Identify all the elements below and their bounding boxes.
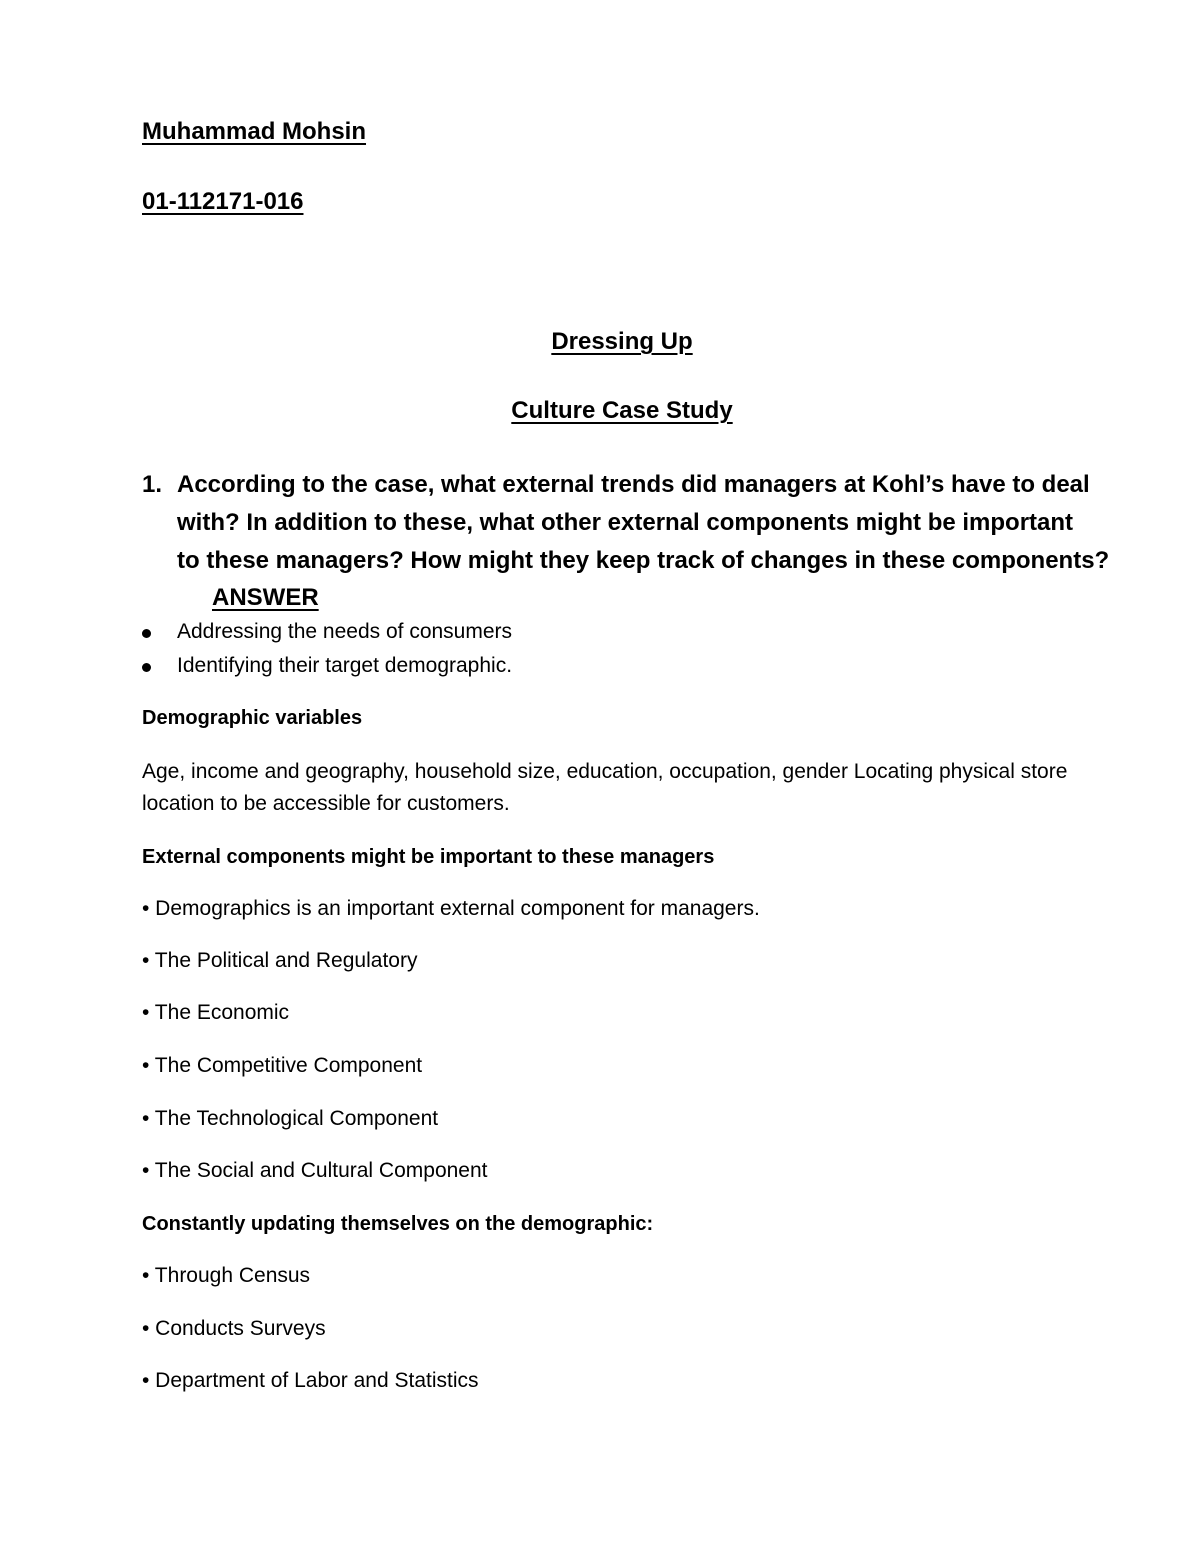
document-title: Dressing Up (551, 328, 693, 355)
external-list-item: • The Political and Regulatory (142, 949, 418, 972)
question-line: to these managers? How might they keep track of changes in these components? (177, 547, 1110, 574)
answer-bullet-text: Addressing the needs of consumers (177, 620, 513, 643)
external-list-item: • The Competitive Component (142, 1054, 423, 1077)
external-heading: External components might be important to these managers (142, 846, 715, 868)
question-number: 1. (142, 471, 163, 498)
updating-list-item: • Department of Labor and Statistics (142, 1369, 479, 1392)
external-list-item: • The Technological Component (142, 1107, 439, 1130)
external-list-item: • Demographics is an important external component for managers. (142, 897, 760, 920)
author-name: Muhammad Mohsin (142, 118, 367, 145)
external-list-item: • The Social and Cultural Component (142, 1159, 488, 1182)
demographic-heading: Demographic variables (142, 707, 363, 729)
question-line: According to the case, what external trends did managers at Kohl’s have to deal (177, 471, 1090, 498)
answer-label: ANSWER (212, 584, 319, 611)
bullet-icon (142, 663, 151, 672)
updating-heading: Constantly updating themselves on the demographic: (142, 1213, 654, 1235)
question-line: with? In addition to these, what other external components might be important (177, 509, 1074, 536)
demographic-paragraph: Age, income and geography, household size, education, occupation, gender Locating physical store location to be accessible for customers. (142, 760, 1068, 815)
external-list-item: • The Economic (142, 1001, 290, 1024)
answer-bullet-text: Identifying their target demographic. (177, 654, 513, 677)
question-text (177, 466, 1137, 580)
updating-list-item: • Through Census (142, 1264, 311, 1287)
document-subtitle: Culture Case Study (511, 397, 733, 424)
updating-list-item: • Conducts Surveys (142, 1317, 326, 1340)
bullet-icon (142, 629, 151, 638)
student-id: 01-112171-016 (142, 188, 304, 215)
